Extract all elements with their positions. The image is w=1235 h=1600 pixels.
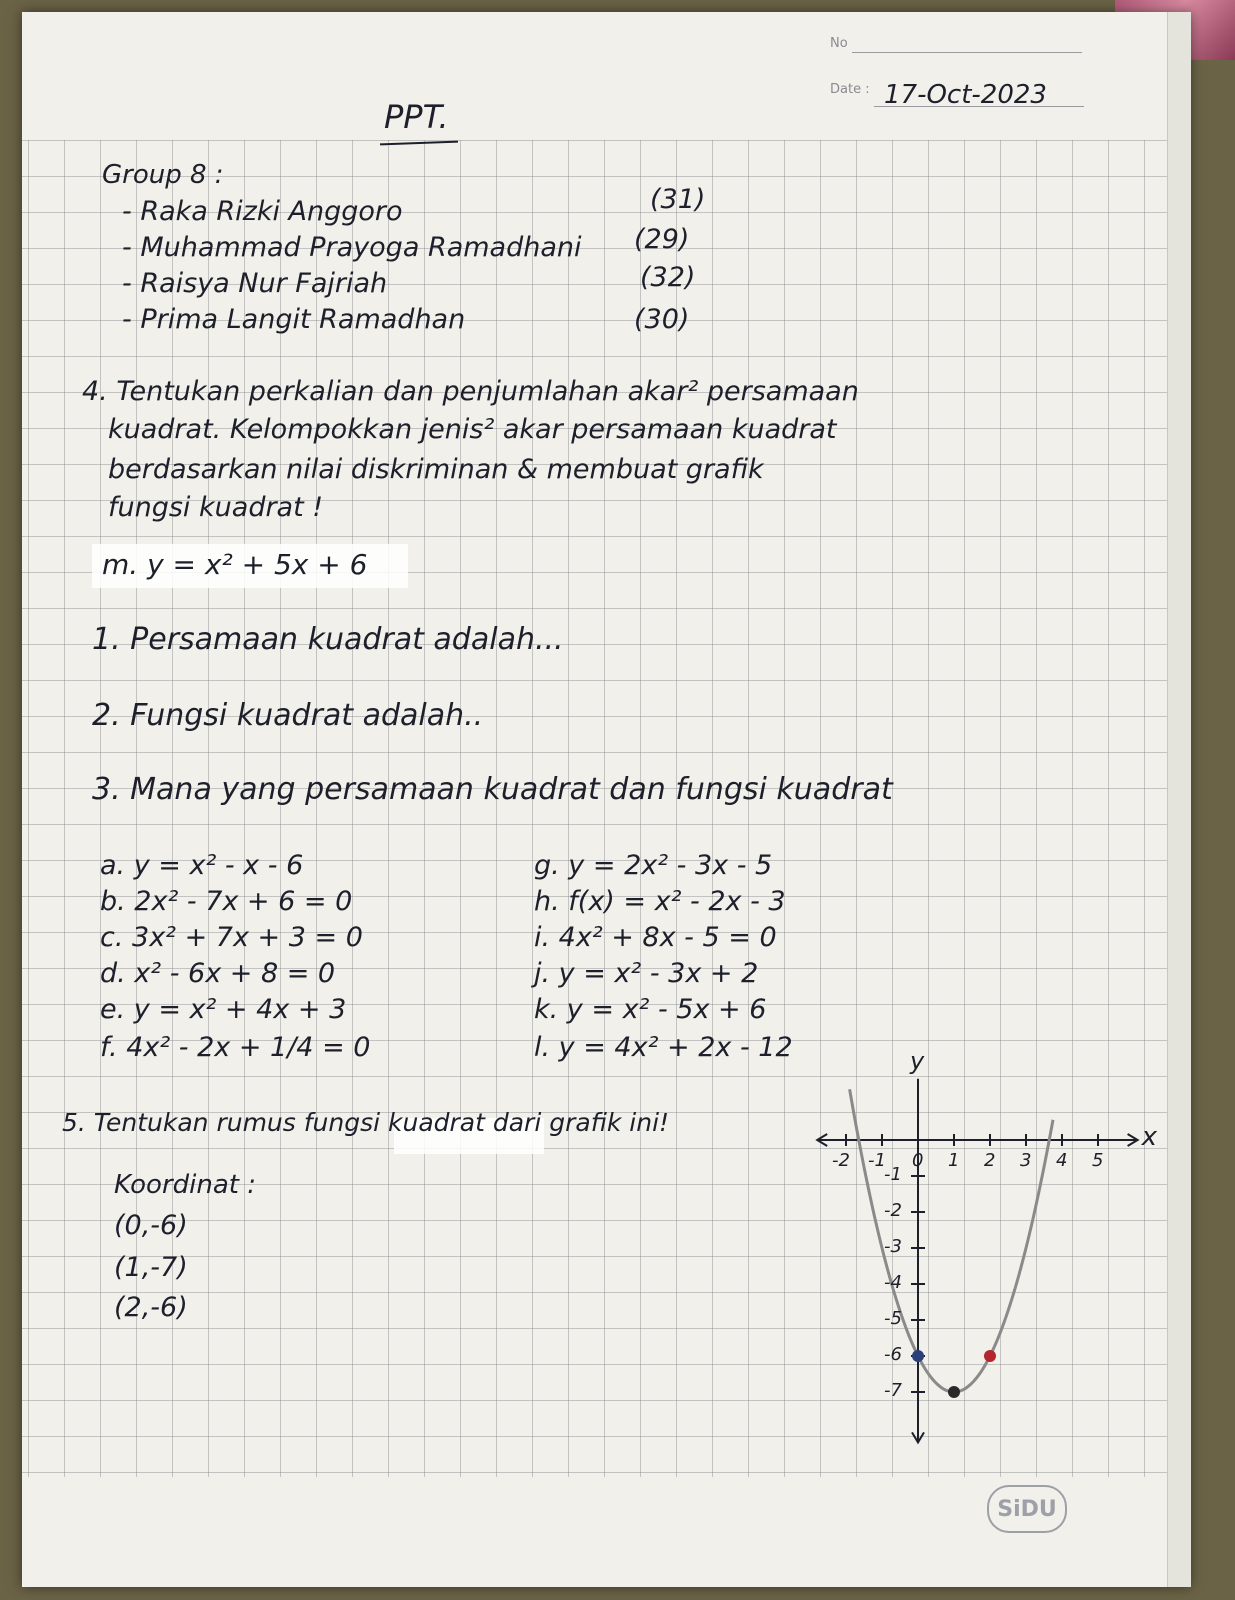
task4-line: berdasarkan nilai diskriminan & membuat grafik bbox=[108, 454, 764, 485]
data-point bbox=[948, 1386, 960, 1398]
equation-item: l. y = 4x² + 2x - 12 bbox=[534, 1032, 793, 1063]
equation-item: c. 3x² + 7x + 3 = 0 bbox=[100, 922, 363, 953]
x-tick-label: 1 bbox=[948, 1150, 960, 1171]
y-tick-label: -7 bbox=[884, 1380, 902, 1401]
page-title: PPT. bbox=[384, 98, 449, 136]
parabola-graph bbox=[22, 12, 1190, 1587]
task4-example: m. y = x² + 5x + 6 bbox=[102, 548, 368, 581]
equation-item: g. y = 2x² - 3x - 5 bbox=[534, 850, 773, 881]
equation-item: j. y = x² - 3x + 2 bbox=[534, 958, 759, 989]
member-name: - Muhammad Prayoga Ramadhani bbox=[122, 232, 582, 263]
task4-line: kuadrat. Kelompokkan jenis² akar persamaan kuadrat bbox=[108, 414, 837, 445]
coordinate-item: (1,-7) bbox=[114, 1252, 188, 1283]
y-tick-label: -3 bbox=[884, 1236, 902, 1257]
member-number: (30) bbox=[634, 304, 690, 335]
member-number: (31) bbox=[650, 184, 706, 215]
parabola-curve bbox=[850, 1089, 1053, 1392]
equation-item: a. y = x² - x - 6 bbox=[100, 850, 304, 881]
x-axis-label: x bbox=[1141, 1122, 1157, 1152]
no-label: No bbox=[830, 36, 848, 51]
equation-item: f. 4x² - 2x + 1/4 = 0 bbox=[100, 1032, 371, 1063]
date-value: 17-Oct-2023 bbox=[884, 80, 1047, 110]
y-tick-label: -2 bbox=[884, 1200, 902, 1221]
x-tick-label: 2 bbox=[984, 1150, 996, 1171]
data-point bbox=[912, 1350, 924, 1362]
task5-question: 5. Tentukan rumus fungsi kuadrat dari grafik ini! bbox=[62, 1108, 670, 1137]
member-number: (29) bbox=[634, 224, 690, 255]
equation-item: b. 2x² - 7x + 6 = 0 bbox=[100, 886, 353, 917]
equation-item: i. 4x² + 8x - 5 = 0 bbox=[534, 922, 777, 953]
coordinate-heading: Koordinat : bbox=[114, 1170, 256, 1200]
question-3: 3. Mana yang persamaan kuadrat dan fungsi kuadrat bbox=[92, 772, 893, 807]
member-name: - Raka Rizki Anggoro bbox=[122, 196, 403, 227]
coordinate-item: (0,-6) bbox=[114, 1210, 188, 1241]
equation-item: d. x² - 6x + 8 = 0 bbox=[100, 958, 336, 989]
data-point bbox=[984, 1350, 996, 1362]
task4-line: fungsi kuadrat ! bbox=[108, 492, 324, 523]
coordinate-item: (2,-6) bbox=[114, 1292, 188, 1323]
x-tick-label: 3 bbox=[1020, 1150, 1032, 1171]
notebook-brand-seal: SiDU bbox=[987, 1485, 1067, 1533]
y-tick-label: -6 bbox=[884, 1344, 902, 1365]
y-tick-label: -4 bbox=[884, 1272, 902, 1293]
x-tick-label: 0 bbox=[912, 1150, 924, 1171]
x-tick-label: -1 bbox=[868, 1150, 886, 1171]
member-name: - Raisya Nur Fajriah bbox=[122, 268, 388, 299]
y-tick-label: -5 bbox=[884, 1308, 902, 1329]
equation-item: h. f(x) = x² - 2x - 3 bbox=[534, 886, 786, 917]
date-label: Date : bbox=[830, 82, 870, 97]
x-tick-label: 5 bbox=[1092, 1150, 1104, 1171]
notebook-page bbox=[22, 12, 1190, 1587]
member-name: - Prima Langit Ramadhan bbox=[122, 304, 466, 335]
x-tick-label: -2 bbox=[832, 1150, 850, 1171]
group-heading: Group 8 : bbox=[102, 160, 224, 190]
question-2: 2. Fungsi kuadrat adalah.. bbox=[92, 698, 484, 733]
x-tick-label: 4 bbox=[1056, 1150, 1068, 1171]
task4-line: 4. Tentukan perkalian dan penjumlahan akar² persamaan bbox=[82, 376, 859, 407]
equation-item: e. y = x² + 4x + 3 bbox=[100, 994, 347, 1025]
member-number: (32) bbox=[640, 262, 696, 293]
question-1: 1. Persamaan kuadrat adalah... bbox=[92, 622, 564, 657]
y-tick-label: -1 bbox=[884, 1164, 902, 1185]
equation-item: k. y = x² - 5x + 6 bbox=[534, 994, 767, 1025]
y-axis-label: y bbox=[910, 1046, 925, 1075]
